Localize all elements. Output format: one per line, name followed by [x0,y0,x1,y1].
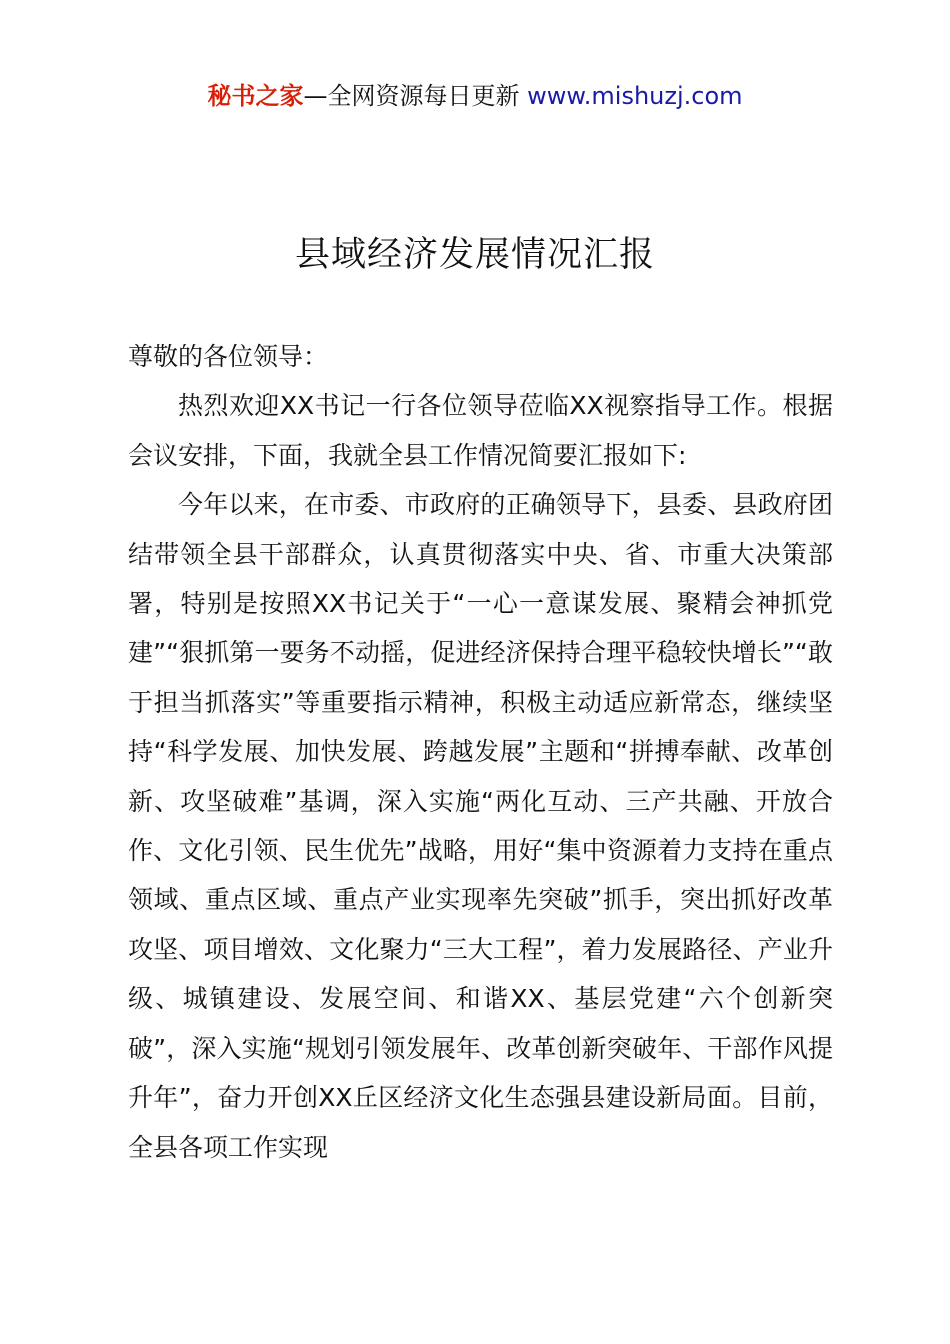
paragraph-1: 热烈欢迎XX书记一行各位领导莅临XX视察指导工作。根据会议安排，下面，我就全县工作情况简要汇报如下: [128,391,833,470]
salutation: 尊敬的各位领导： [128,342,329,371]
paragraph-2: 今年以来，在市委、市政府的正确领导下，县委、县政府团结带领全县干部群众，认真贯彻落实中央、省、市重大决策部署，特别是按照XX书记关于“一心一意谋发展、聚精会神抓党建”“狠抓第一要务不动摇，促进经济保持合理平稳较快增长”“敢于担当抓落实”等重要指示精神，积极主动适应新常态，继续坚持“科学发展、加快发展、跨越发展”主题和“拼搏奉献、改革创新、攻坚破难”基调，深入实施“两化互动、三产共融、开放合作、文化引领、民生优先”战略，用好“集中资源着力支持在重点领域、重点区域、重点产业实现率先突破”抓手，突出抓好改革攻坚、项目增效、文化聚力“三大工程”，着力发展路径、产业升级、城镇建设、发展空间、和谐XX、基层党建“六个创新突破”，深入实施“规划引领发展年、改革创新突破年、干部作风提升年”，奋力开创XX丘区经济文化生态强县建设新局面。目前，全县各项工作实现 [128,490,833,1162]
header-tagline: —全网资源每日更新 [303,82,520,110]
document-body [128,332,833,1172]
brand-name: 秘书之家 [207,82,304,110]
site-url-link[interactable]: www.mishuzj.com [527,82,743,110]
site-header [0,80,950,112]
document-title: 县域经济发展情况汇报 [294,235,655,275]
